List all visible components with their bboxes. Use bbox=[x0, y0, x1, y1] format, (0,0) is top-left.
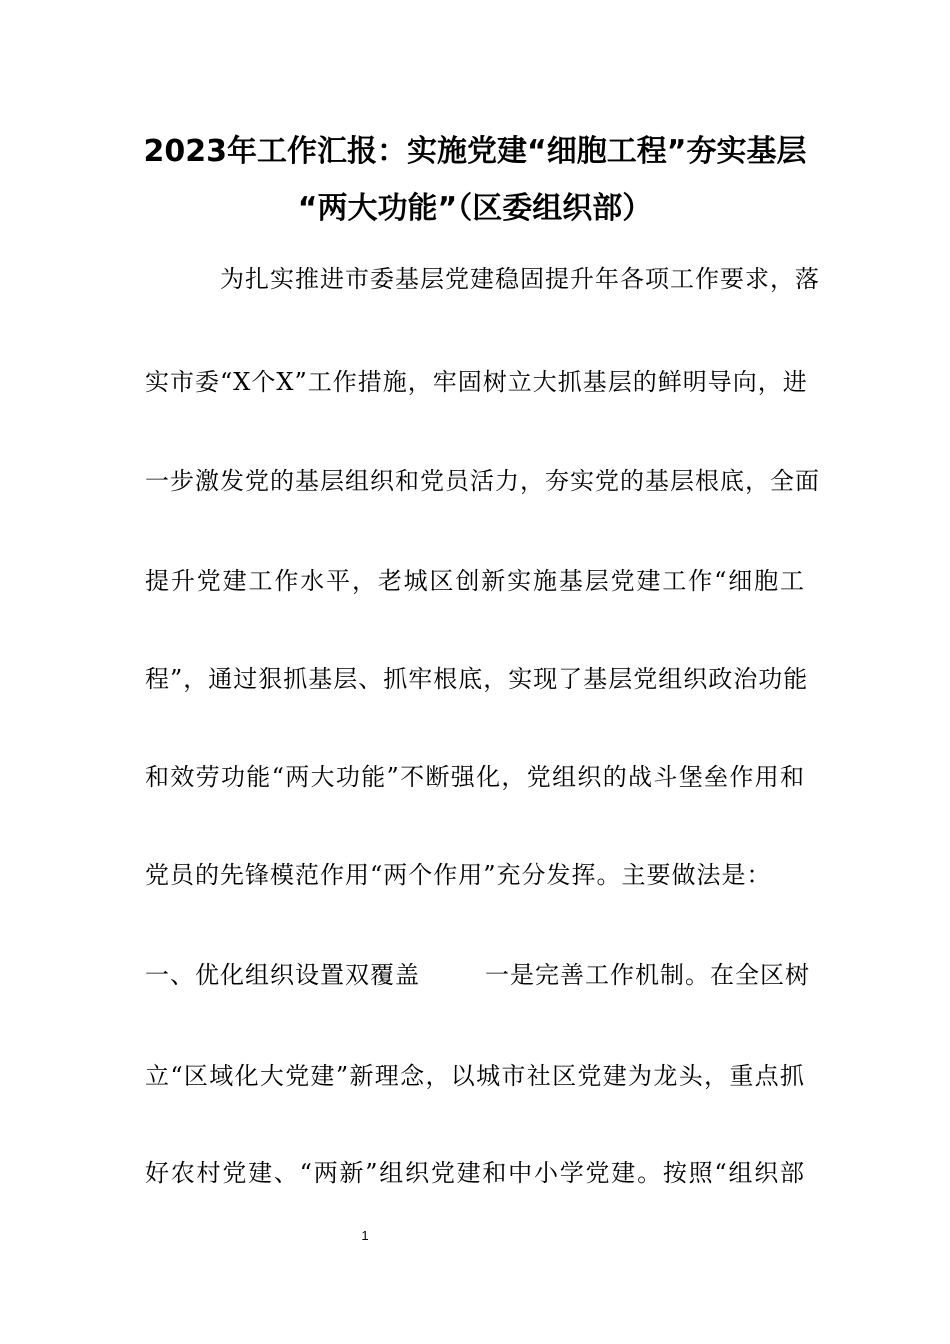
document-title-line-1: 2023年工作汇报：实施党建“细胞工程”夯实基层 bbox=[143, 134, 807, 169]
section-heading: 一、优化组织设置双覆盖 bbox=[145, 961, 420, 989]
section-text-start: 一是完善工作机制。在全区树 bbox=[485, 961, 810, 989]
document-title-line-2: “两大功能”（区委组织部） bbox=[297, 191, 653, 226]
paragraph-line: 提升党建工作水平，老城区创新实施基层党建工作“细胞工 bbox=[145, 567, 805, 595]
paragraph-line: 立“区域化大党建”新理念，以城市社区党建为龙头，重点抓 bbox=[145, 1062, 805, 1090]
paragraph-line: 党员的先锋模范作用“两个作用”充分发挥。主要做法是： bbox=[145, 861, 772, 889]
paragraph-line: 实市委“X个X”工作措施，牢固树立大抓基层的鲜明导向，进 bbox=[145, 368, 808, 396]
paragraph-line: 为扎实推进市委基层党建稳固提升年各项工作要求，落 bbox=[220, 265, 820, 293]
paragraph-line: 好农村党建、“两新”组织党建和中小学党建。按照“组织部 bbox=[145, 1159, 805, 1187]
paragraph-line: 程”，通过狠抓基层、抓牢根底，实现了基层党组织政治功能 bbox=[145, 665, 809, 693]
paragraph-line: 和效劳功能“两大功能”不断强化，党组织的战斗堡垒作用和 bbox=[145, 763, 805, 791]
page-number: 1 bbox=[361, 1228, 369, 1243]
paragraph-line: 一步激发党的基层组织和党员活力，夯实党的基层根底，全面 bbox=[145, 467, 820, 495]
section-heading-line bbox=[145, 960, 810, 990]
